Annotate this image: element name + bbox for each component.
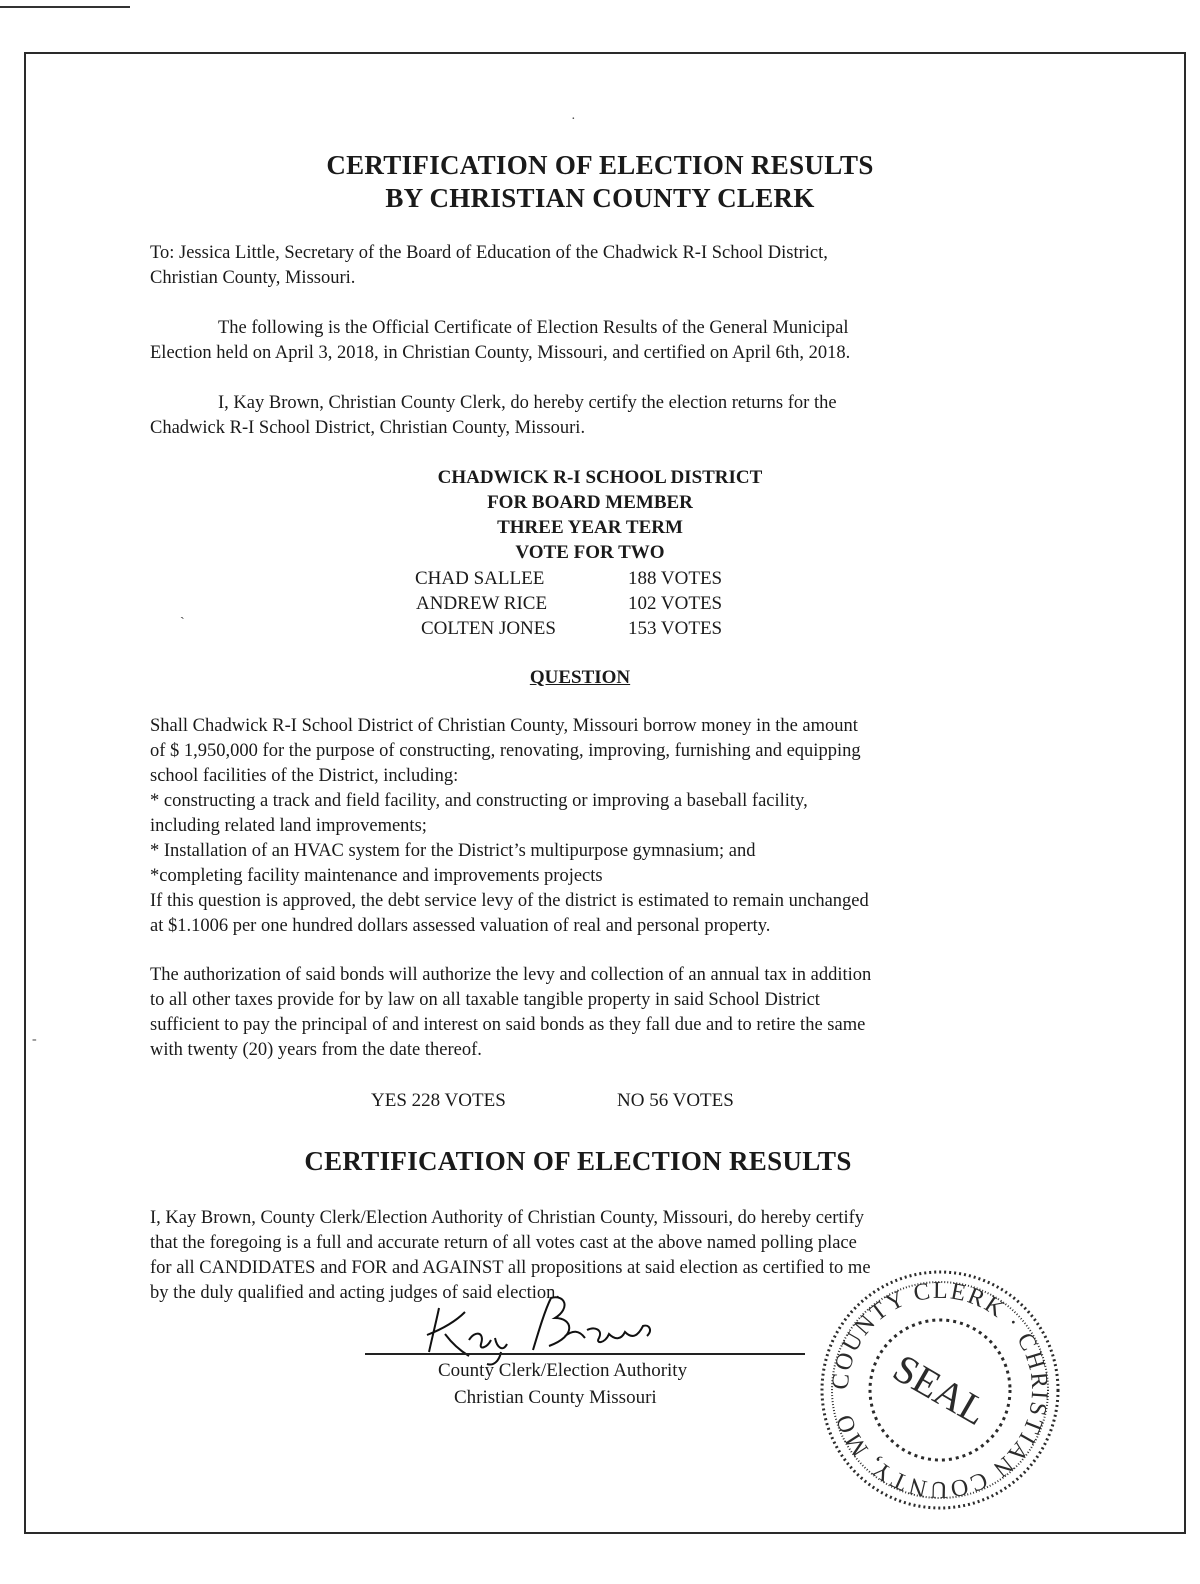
candidate-votes: 102 VOTES [628, 593, 723, 614]
candidate-votes: 153 VOTES [628, 618, 723, 639]
bond-authorization-paragraph: The authorization of said bonds will authorize the levy and collection of an annual tax in addition to all other taxes provide for by law on all taxable tangible property in said School District sufficient to pay the principal of and interest on said bonds as they fall due and to retire the same with twenty (20) years from the date thereof. [150, 965, 872, 1060]
scan-speck: - [32, 1032, 37, 1047]
certificate-paragraph: The following is the Official Certificate of Election Results of the General Municipal Election held on April 3, 2018, in Christian County, Missouri, and certified on April 6th, 2018. [150, 318, 851, 363]
candidate-name: COLTEN JONES [421, 618, 556, 639]
signature-line [365, 1353, 805, 1355]
question-heading: QUESTION [529, 667, 631, 688]
seal-center-text: SEAL [885, 1345, 995, 1435]
seal-outer-text: COUNTY CLERK · CHRISTIAN COUNTY, MO [827, 1277, 1053, 1503]
question-body: Shall Chadwick R-I School District of Christian County, Missouri borrow money in the amount of $ 1,950,000 for the purpose of constructing, renovating, improving, furnishing and equipping school facilities of the District, including: * constructing a track and field facility, and constructing or improving a baseball facility, including related land improvements; * Installation of an HVAC system for the District’s multipurpose gymnasium; and *completing facility maintenance and improvements projects If this question is approved, the debt service levy of the district is estimated to remain unchanged at $1.1006 per one hundred dollars assessed valuation of real and personal property. [150, 716, 869, 936]
document-subtitle: BY CHRISTIAN COUNTY CLERK [385, 183, 815, 213]
scan-speck: ˏ [180, 605, 185, 620]
addressee-paragraph: To: Jessica Little, Secretary of the Board of Education of the Chadwick R-I School District, Christian County, Missouri. [150, 243, 828, 288]
clerk-paragraph: I, Kay Brown, Christian County Clerk, do hereby certify the election returns for the Chadwick R-I School District, Christian County, Missouri. [150, 393, 837, 438]
signer-title: County Clerk/Election Authority [438, 1360, 688, 1381]
certification-body: I, Kay Brown, County Clerk/Election Authority of Christian County, Missouri, do hereby certify that the foregoing is a full and accurate return of all votes cast at the above named polling place for all CANDIDATES and FOR and AGAINST all propositions at said election as certified to me by the duly qualified and acting judges of said election. [150, 1208, 871, 1303]
race-term: THREE YEAR TERM [497, 517, 683, 538]
race-district: CHADWICK R-I SCHOOL DISTRICT [437, 467, 763, 488]
no-result: NO 56 VOTES [617, 1090, 734, 1111]
certification-heading: CERTIFICATION OF ELECTION RESULTS [304, 1146, 852, 1176]
document-title: CERTIFICATION OF ELECTION RESULTS [326, 150, 874, 180]
county-seal-icon [815, 1265, 1065, 1515]
scan-edge-mark [0, 6, 130, 8]
candidate-votes: 188 VOTES [628, 568, 723, 589]
race-vote-for: VOTE FOR TWO [515, 542, 665, 563]
race-office: FOR BOARD MEMBER [487, 492, 693, 513]
scan-speck: · [571, 112, 576, 127]
yes-result: YES 228 VOTES [371, 1090, 506, 1111]
candidate-name: ANDREW RICE [416, 593, 548, 614]
candidate-name: CHAD SALLEE [415, 568, 545, 589]
signer-location: Christian County Missouri [454, 1387, 657, 1408]
